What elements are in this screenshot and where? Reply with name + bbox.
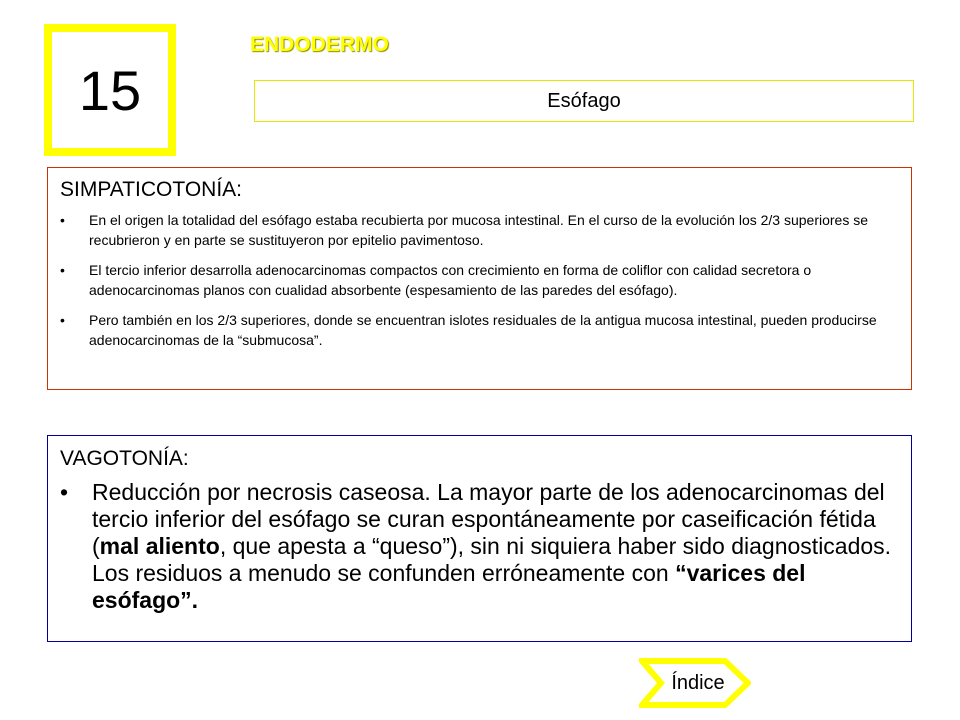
vagotonia-panel [47, 435, 912, 642]
sympathicotonia-heading: SIMPATICOTONÍA: [60, 178, 243, 201]
slide-number-badge [44, 24, 176, 156]
list-item [60, 479, 897, 614]
list-item: • En el origen la totalidad del esófago estaba recubierta por mucosa intestinal. En el curso de la evolución los 2/3 superiores se recubrieron y en parte se sustituyeron por epitelio pavimentoso. [60, 210, 897, 250]
vagotonia-bold-varices: “varices del esófago”. [92, 560, 806, 613]
index-button-label: Índice [671, 671, 725, 694]
section-category-title: ENDODERMO [250, 33, 389, 56]
organ-title-box [254, 80, 914, 122]
organ-title: Esófago [547, 89, 621, 112]
list-item: • El tercio inferior desarrolla adenocarcinomas compactos con crecimiento en forma de coliflor con calidad secretora o adenocarcinomas planos con cualidad absorbente (espesamiento de las paredes del esófago). [60, 260, 897, 300]
vagotonia-heading: VAGOTONÍA: [60, 447, 189, 470]
slide-number: 15 [78, 58, 142, 122]
sympathicotonia-panel [47, 167, 912, 390]
vagotonia-bold-bad-breath: mal aliento [99, 533, 220, 559]
vagotonia-text-part1: Reducción por necrosis caseosa. La mayor parte de los adenocarcinomas del tercio inferior del esófago se curan espontáneamente por caseificación fétida ( [92, 479, 885, 559]
index-button[interactable] [639, 658, 751, 708]
sympathicotonia-list [60, 210, 897, 350]
vagotonia-list [60, 479, 897, 614]
list-item: • Pero también en los 2/3 superiores, donde se encuentran islotes residuales de la antigua mucosa intestinal, pueden producirse adenocarcinomas de la “submucosa”. [60, 310, 897, 350]
vagotonia-text-part2: , que apesta a “queso”), sin ni siquiera haber sido diagnosticados. Los residuos a menudo se confunden erróneamente con [92, 533, 892, 586]
